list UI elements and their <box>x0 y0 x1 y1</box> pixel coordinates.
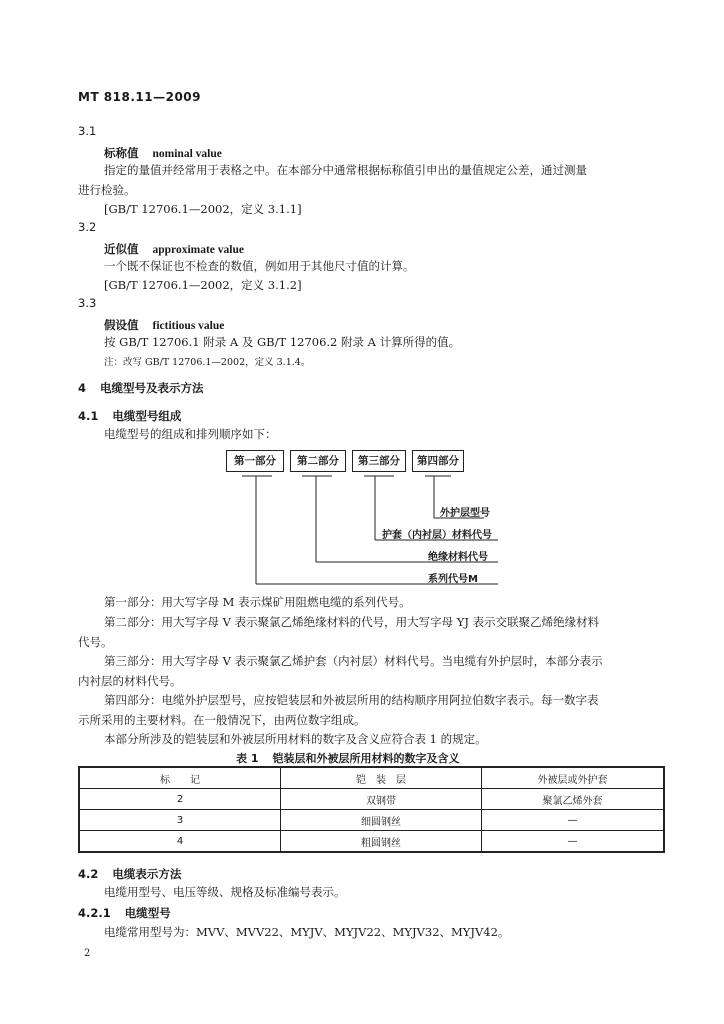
table-row <box>79 831 664 853</box>
subsection-title: 电缆表示方法 <box>112 867 182 881</box>
term-definition: 指定的量值并经常用于表格之中。在本部分中通常根据标称值引申出的量值规定公差，通过测量 <box>104 163 587 177</box>
table-header-row <box>79 767 664 789</box>
term-reference: [GB/T 12706.1—2002，定义 3.1.2] <box>104 278 302 292</box>
term-zh: 标称值 <box>104 146 139 160</box>
subsection-heading <box>78 905 171 921</box>
diagram-label-insulation-material: 绝缘材料代号 <box>428 552 488 563</box>
term-definition: 按 GB/T 12706.1 附录 A 及 GB/T 12706.2 附录 A 计算所得的值。 <box>104 335 461 349</box>
table-cell: 粗圆钢丝 <box>281 831 482 853</box>
subsection-title: 电缆型号组成 <box>112 409 182 423</box>
section42-body: 电缆用型号、电压等级、规格及标准编号表示。 <box>104 885 346 899</box>
standard-id: MT 818.11—2009 <box>78 90 202 104</box>
table-cell: 2 <box>79 789 281 810</box>
term-reference: [GB/T 12706.1—2002，定义 3.1.1] <box>104 202 302 216</box>
term-en: approximate value <box>152 244 244 256</box>
page-number: 2 <box>84 948 91 959</box>
table-reference-text: 本部分所涉及的铠装层和外被层所用材料的数字及含义应符合表 1 的规定。 <box>104 732 487 746</box>
term-number: 3.2 <box>78 220 97 234</box>
term-en: nominal value <box>152 148 222 160</box>
diagram-label-outer-sheath: 外护层型号 <box>440 508 490 519</box>
part2-description-cont: 代号。 <box>78 635 113 649</box>
term-number: 3.1 <box>78 124 97 138</box>
part3-description: 第三部分：用大写字母 V 表示聚氯乙烯护套（内衬层）材料代号。当电缆有外护层时，本部分表示 <box>104 654 603 668</box>
diagram-box-part4: 第四部分 <box>412 450 464 472</box>
term-zh: 近似值 <box>104 242 139 256</box>
part4-description-cont: 示所采用的主要材料。在一般情况下，由两位数字组成。 <box>78 713 366 727</box>
table-header-cell: 铠 装 层 <box>281 767 482 789</box>
table-caption-title: 铠装层和外被层所用材料的数字及含义 <box>272 752 460 765</box>
term-definition: 一个既不保证也不检查的数值，例如用于其他尺寸值的计算。 <box>104 259 415 273</box>
subsection-number: 4.2 <box>78 867 99 881</box>
diagram-label-series-code: 系列代号M <box>428 574 478 585</box>
table-cell: 3 <box>79 810 281 831</box>
table-header-cell: 标 记 <box>79 767 281 789</box>
materials-table <box>78 766 665 853</box>
subsection-heading <box>78 866 181 882</box>
table-cell: 双钢带 <box>281 789 482 810</box>
table-cell: 聚氯乙烯外套 <box>482 789 665 810</box>
part1-description: 第一部分：用大写字母 M 表示煤矿用阻燃电缆的系列代号。 <box>104 595 411 609</box>
term-definition-cont: 进行检验。 <box>78 183 136 197</box>
table-caption <box>236 750 459 766</box>
term-note: 注：改写 GB/T 12706.1—2002，定义 3.1.4。 <box>104 357 311 368</box>
diagram-box-part2: 第二部分 <box>290 450 346 472</box>
table-row <box>79 810 664 831</box>
subsection-title: 电缆型号 <box>124 906 171 920</box>
part3-description-cont: 内衬层的材料代号。 <box>78 674 182 688</box>
part4-description: 第四部分：电缆外护层型号，应按铠装层和外被层所用的结构顺序用阿拉伯数字表示。每一数字表 <box>104 693 599 707</box>
section421-body: 电缆常用型号为：MVV、MVV22、MYJV、MYJV22、MYJV32、MYJV42。 <box>104 925 510 939</box>
term-zh: 假设值 <box>104 318 139 332</box>
term-number: 3.3 <box>78 296 97 310</box>
diagram-label-sheath-material: 护套（内衬层）材料代号 <box>382 530 492 541</box>
table-cell: — <box>482 810 665 831</box>
term-en: fictitious value <box>152 320 225 332</box>
table-cell: — <box>482 831 665 853</box>
part2-description: 第二部分：用大写字母 V 表示聚氯乙烯绝缘材料的代号，用大写字母 YJ 表示交联聚乙烯绝缘材料 <box>104 615 600 629</box>
section-title: 电缆型号及表示方法 <box>100 381 204 395</box>
table-caption-number: 表 1 <box>236 752 259 765</box>
section-number: 4 <box>78 381 87 395</box>
table-cell: 4 <box>79 831 281 853</box>
subsection-number: 4.1 <box>78 409 99 423</box>
diagram-box-part1: 第一部分 <box>226 450 284 472</box>
intro-text: 电缆型号的组成和排列顺序如下： <box>104 427 277 441</box>
diagram-box-part3: 第三部分 <box>352 450 406 472</box>
subsection-number: 4.2.1 <box>78 906 111 920</box>
table-cell: 细圆钢丝 <box>281 810 482 831</box>
table-row <box>79 789 664 810</box>
table-header-cell: 外被层或外护套 <box>482 767 665 789</box>
